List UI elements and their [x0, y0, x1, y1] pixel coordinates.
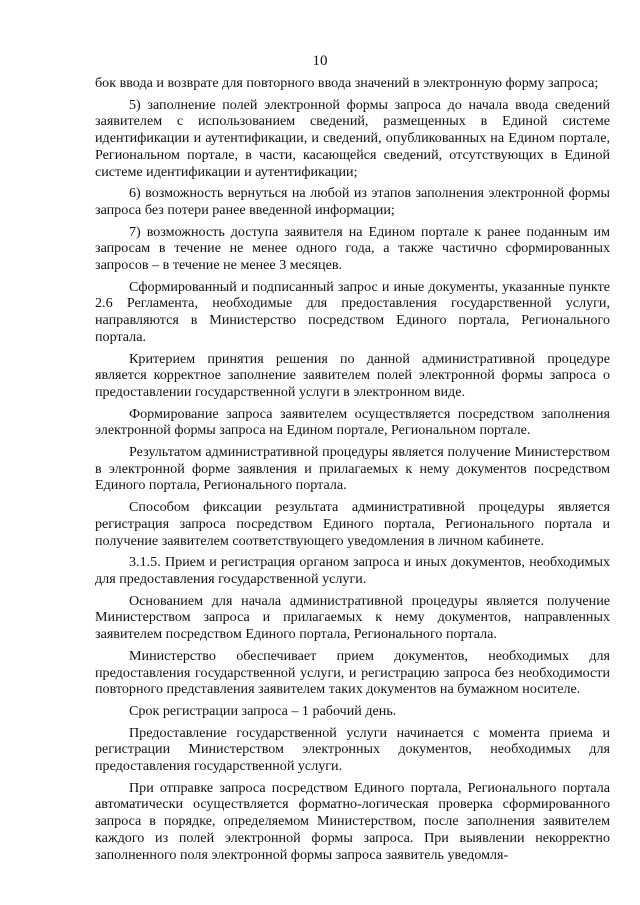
body-text	[95, 75, 610, 863]
paragraph: Результатом административной процедуры является получение Министерством в электронной форме заявления и прилагаемых к нему документов посредством Единого портала, Регионального портала.	[95, 444, 610, 494]
paragraph: Предоставление государственной услуги начинается с момента приема и регистрации Министерством электронных документов, необходимых для предоставления государственной услуги.	[95, 724, 610, 775]
paragraph: Критерием принятия решения по данной административной процедуре является корректное заполнение заявителем полей электронной формы запроса о предоставлении государственной услуги в электронном виде.	[95, 350, 610, 400]
paragraph: При отправке запроса посредством Единого портала, Регионального портала автоматически осуществляется форматно-логическая проверка сформированного запроса в порядке, определяемом Министерством, после заполнения заявителем каждого из полей электронной формы запроса. При выявлении некорректно заполненного поля электронной формы запроса заявитель уведомля-	[95, 779, 610, 863]
paragraph: бок ввода и возврате для повторного ввода значений в электронную форму запроса;	[95, 75, 599, 91]
paragraph: Министерство обеспечивает прием документов, необходимых для предоставления государственной услуги, и регистрацию запроса без необходимости повторного представления заявителем таких документов на бумажном носителе.	[95, 647, 610, 698]
paragraph: Срок регистрации запроса – 1 рабочий день.	[129, 702, 397, 719]
paragraph: Основанием для начала административной процедуры является получение Министерством запроса и прилагаемых к нему документов, направленных заявителем посредством Единого портала, Регионального портала.	[95, 592, 610, 643]
paragraph: 3.1.5. Прием и регистрация органом запроса и иных документов, необходимых для предоставления государственной услуги.	[95, 554, 610, 587]
paragraph: 7) возможность доступа заявителя на Едином портале к ранее поданным им запросам в течение не менее одного года, а также частично сформированных запросов – в течение не менее 3 месяцев.	[95, 223, 610, 274]
paragraph: Способом фиксации результата административной процедуры является регистрация запроса посредством Единого портала, Регионального портала и получение заявителем соответствующего уведомления в личном кабинете.	[95, 499, 610, 549]
paragraph: 5) заполнение полей электронной формы запроса до начала ввода сведений заявителем с использованием сведений, размещенных в Единой системе идентификации и аутентификации, и сведений, опубликованных на Едином портале, Региональном портале, в части, касающейся сведений, отсутствующих в Единой системе идентификации и аутентификации;	[95, 96, 610, 180]
page-number: 10	[312, 53, 328, 69]
paragraph: Формирование запроса заявителем осуществляется посредством заполнения электронной формы запроса на Едином портале, Региональном портале.	[95, 405, 610, 439]
paragraph: 6) возможность вернуться на любой из этапов заполнения электронной формы запроса без потери ранее введенной информации;	[95, 185, 610, 218]
paragraph: Сформированный и подписанный запрос и иные документы, указанные пункте 2.6 Регламента, необходимые для предоставления государственной услуги, направляются в Министерство посредством Единого портала, Регионального портала.	[95, 278, 610, 345]
